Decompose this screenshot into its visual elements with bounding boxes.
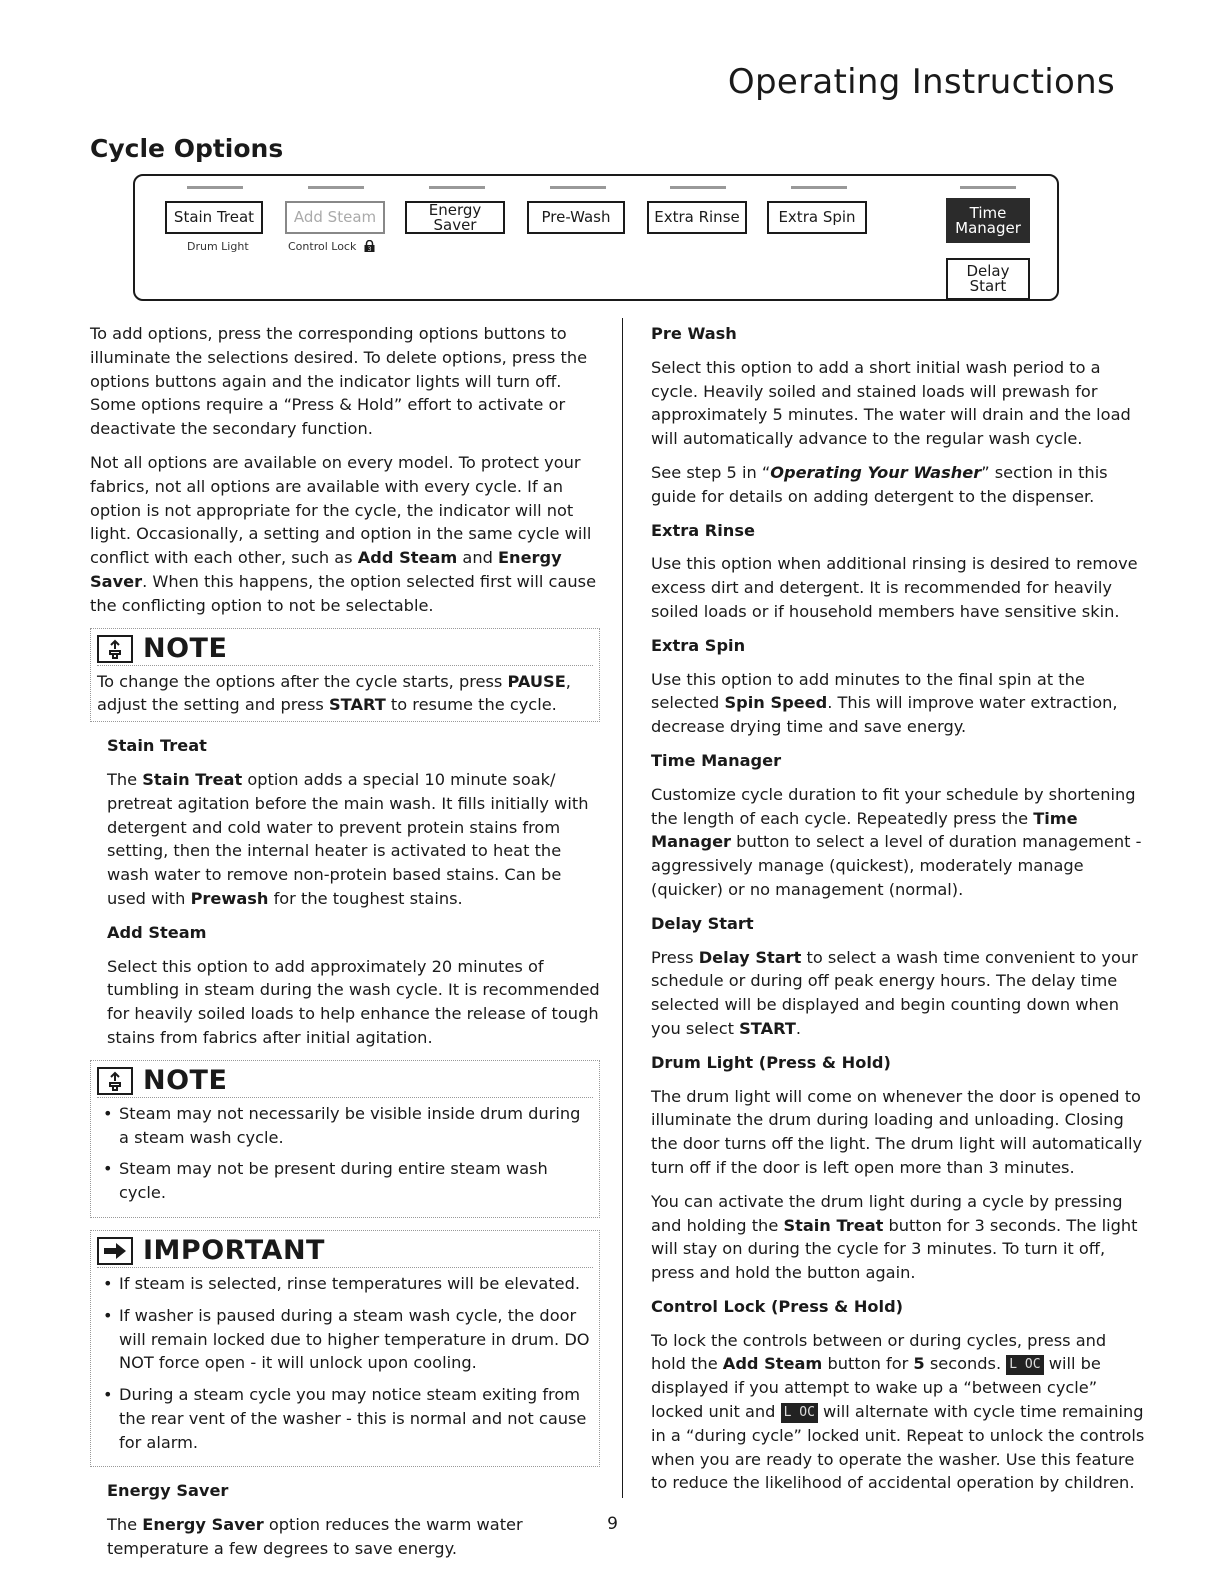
drum-light-text-2: You can activate the drum light during a cycle by pressing and holding the Stain Treat button for 3 seconds. The light will stay on during the cycle for 3 minutes. To turn it off, press and hold the button again. [651,1191,1138,1283]
stain-treat-heading: Stain Treat [107,736,207,756]
important-box [90,1230,600,1468]
note-item: • Steam may not be present during entire steam wash cycle. [119,1157,593,1205]
pre-wash-heading: Pre Wash [651,324,737,343]
indicator-mark [960,186,1016,189]
important-item: • If steam is selected, rinse temperatures will be elevated. [119,1272,593,1296]
extra-rinse-heading: Extra Rinse [651,520,755,540]
lcd-display: L OC [1006,1355,1043,1375]
indicator-mark [670,186,726,189]
extra-rinse-button: Extra Rinse [647,201,747,234]
time-manager-heading: Time Manager [651,750,782,770]
pre-wash-see: See step 5 in “Operating Your Washer” section in this guide for details on adding detergent to the dispenser. [651,462,1108,506]
lcd-display: L OC [781,1403,818,1423]
note-icon [97,635,133,663]
important-item: • If washer is paused during a steam wash cycle, the door will remain locked due to higher temperature in drum. DO NOT force open - it will unlock upon cooling. [119,1304,593,1375]
pre-wash-text: Select this option to add a short initial wash period to a cycle. Heavily soiled and stained loads will prewash for approximately 5 minutes. The water will drain and the load will automatically advance to the regular wash cycle. [651,357,1131,449]
control-lock-label: Control Lock 3 [288,240,375,253]
add-steam-text: Select this option to add approximately 20 minutes of tumbling in steam during the wash cycle. It is recommended for heavily soiled loads to help enhance the release of tough stains from fabrics after initial agitation. [107,956,600,1047]
indicator-mark [308,186,364,189]
control-panel-illustration [133,174,1059,301]
right-column [651,322,1146,1505]
delay-start-button: Delay Start [946,258,1030,300]
intro-paragraph-2: Not all options are available on every model. To protect your fabrics, not all options are available with every cycle. If an option is not appropriate for the cycle, the indicator will not light. Occasionally, a setting and option in the same cycle will conflict with each other, such as Add Steam and Energy Saver. When this happens, the option selected first will cause the conflicting option to not be selectable. [90,452,597,615]
time-manager-button: Time Manager [946,198,1030,243]
lock-icon [364,240,375,252]
page-header-title: Operating Instructions [727,62,1115,102]
note-icon [97,1067,133,1095]
page-number: 9 [607,1514,618,1534]
delay-start-text: Press Delay Start to select a wash time convenient to your schedule or during off peak energy hours. The delay time selected will be displayed and begin counting down when you select START. [651,947,1138,1038]
indicator-mark [429,186,485,189]
extra-rinse-text: Use this option when additional rinsing is desired to remove excess dirt and detergent. It is recommended for heavily soiled loads or if household members have sensitive skin. [651,554,1138,621]
energy-saver-text: The Energy Saver option reduces the warm water temperature a few degrees to save energy. [107,1515,523,1559]
indicator-mark [550,186,606,189]
note-item: • Steam may not necessarily be visible inside drum during a steam wash cycle. [119,1102,593,1150]
add-steam-heading: Add Steam [107,922,207,942]
left-column [90,322,600,1571]
control-lock-heading: Control Lock (Press & Hold) [651,1296,904,1316]
indicator-mark [187,186,243,189]
column-divider [622,318,623,1498]
svg-text:3: 3 [367,246,372,252]
extra-spin-text: Use this option to add minutes to the final spin at the selected Spin Speed. This will improve water extraction, decrease drying time and save energy. [651,669,1118,737]
note-box-2 [90,1060,600,1218]
control-lock-text: To lock the controls between or during cycles, press and hold the Add Steam button for 5 seconds. L OC will be displayed if you attempt to wake up a “between cycle” locked unit and L OC will alternate with cycle time remaining in a “during cycle” locked unit. Repeat to unlock the controls when you are ready to operate the washer. Use this feature to reduce the likelihood of accidental operation by children. [651,1330,1145,1493]
intro-paragraph: To add options, press the corresponding options buttons to illuminate the selections desired. To delete options, press the options buttons again and the indicator lights will turn off. Some options require a “Press & Hold” effort to activate or deactivate the secondary function. [90,324,588,439]
energy-saver-button: Energy Saver [405,201,505,234]
delay-start-heading: Delay Start [651,913,754,933]
important-title: IMPORTANT [143,1235,325,1266]
drum-light-heading: Drum Light (Press & Hold) [651,1052,891,1072]
note-title: NOTE [143,632,228,664]
extra-spin-button: Extra Spin [767,201,867,234]
energy-saver-heading: Energy Saver [107,1481,229,1501]
note-box [90,628,600,723]
drum-light-label: Drum Light [187,240,249,253]
pre-wash-button: Pre-Wash [527,201,625,234]
note-text: To change the options after the cycle starts, press PAUSE, adjust the setting and press START to resume the cycle. [97,671,571,715]
section-title: Cycle Options [90,134,284,163]
indicator-mark [791,186,847,189]
important-item: • During a steam cycle you may notice steam exiting from the rear vent of the washer - this is normal and not cause for alarm. [119,1383,593,1454]
arrow-right-icon [97,1237,133,1265]
stain-treat-button: Stain Treat [165,201,263,234]
extra-spin-heading: Extra Spin [651,635,746,655]
add-steam-button: Add Steam [285,201,385,234]
stain-treat-text: The Stain Treat option adds a special 10 minute soak/ pretreat agitation before the main wash. It fills initially with detergent and cold water to prevent protein stains from setting, then the internal heater is activated to heat the wash water to remove non-protein based stains. Can be used with Prewash for the toughest stains. [107,769,589,908]
note-title: NOTE [143,1064,228,1096]
drum-light-text: The drum light will come on whenever the door is opened to illuminate the drum during loading and unloading. Closing the door turns off the light. The drum light will automatically turn off if the door is left open more than 3 minutes. [651,1086,1143,1177]
time-manager-text: Customize cycle duration to fit your schedule by shortening the length of each cycle. Repeatedly press the Time Manager button to select a level of duration management - aggressively manage (quickest), moderately manage (quicker) or no management (normal). [651,784,1142,899]
